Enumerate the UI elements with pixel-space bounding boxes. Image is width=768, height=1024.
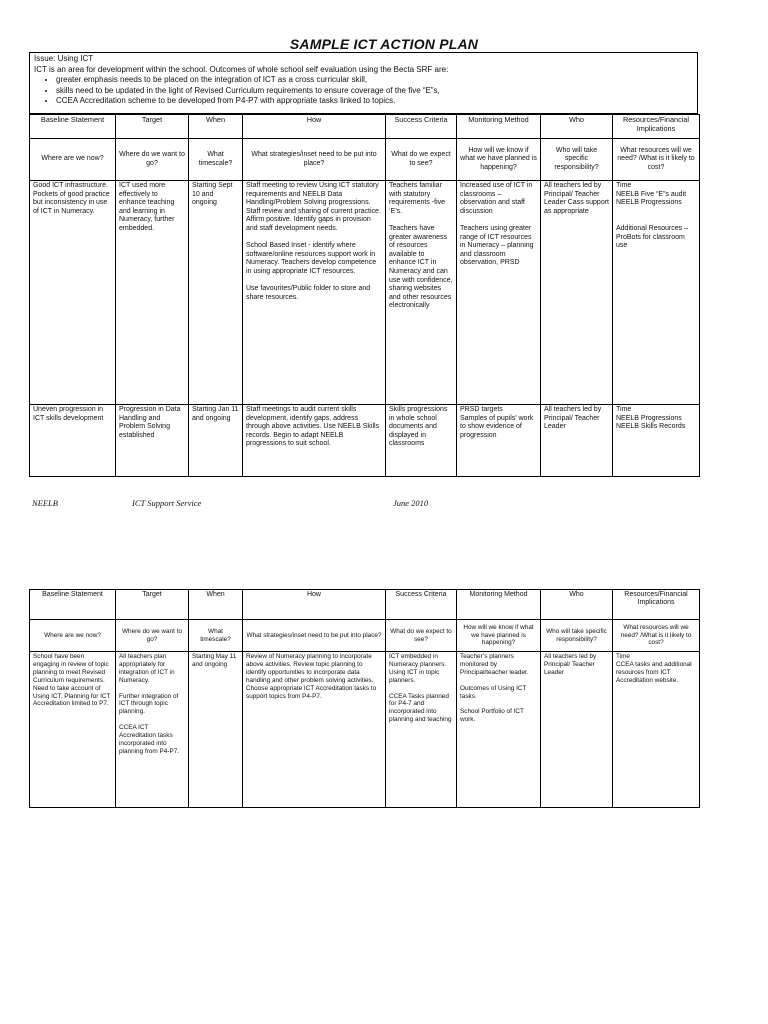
column-question: What do we expect to see? <box>386 620 457 652</box>
success-criteria-cell: Skills progressions in whole school documents and displayed in classrooms <box>386 405 457 477</box>
column-question: What strategies/inset need to be put into place? <box>243 139 386 181</box>
column-header: Who <box>541 590 613 620</box>
issue-box <box>29 52 698 114</box>
resources-cell: Time NEELB Progressions NEELB Skills Records <box>613 405 700 477</box>
issue-bullet: • CCEA Accreditation scheme to be developed from P4-P7 with appropriate tasks linked to topics. <box>56 96 693 107</box>
resources-cell: Time NEELB Five “E”s audit NEELB Progressions Additional Resources – ProBots for classroom use <box>613 181 700 405</box>
footer-date: June 2010 <box>393 498 429 508</box>
document-title: SAMPLE ICT ACTION PLAN <box>289 36 479 52</box>
footer-service: ICT Support Service <box>132 498 202 508</box>
who-cell: All teachers led by Principal/ Teacher Leader <box>541 405 613 477</box>
column-question: What do we expect to see? <box>386 139 457 181</box>
column-header: Monitoring Method <box>457 590 541 620</box>
header-row <box>30 115 700 139</box>
success-criteria-cell: ICT embedded in Numeracy planners. Using ICT in topic planners. CCEA Tasks planned for P4-7 and incorporated into planning and teaching <box>386 652 457 808</box>
issue-heading: Issue: Using ICT <box>34 54 94 63</box>
column-question: What timescale? <box>189 139 243 181</box>
issue-bullet-list <box>34 75 693 107</box>
table-row <box>30 181 700 405</box>
monitoring-cell: PRSD targets Samples of pupils’ work to show evidence of progression <box>457 405 541 477</box>
column-header: Target <box>116 115 189 139</box>
monitoring-cell: Teacher’s planners monitored by Principal/teacher leader. Outcomes of Using ICT tasks. School Portfolio of ICT work. <box>457 652 541 808</box>
monitoring-cell: Increased use of ICT in classrooms – observation and staff discussion Teachers using greater range of ICT resources in Numeracy – planning and classroom observation, PRSD <box>457 181 541 405</box>
target-cell: All teachers plan appropriately for integration of ICT in Numeracy. Further integration of ICT through topic planning. CCEA ICT Accreditation tasks incorporated into planning from P4-P7. <box>116 652 189 808</box>
column-question: What strategies/inset need to be put into place? <box>243 620 386 652</box>
column-question: What resources will we need? /What is it likely to cost? <box>613 620 700 652</box>
resources-cell: Time CCEA tasks and additional resources from ICT Accreditation website. <box>613 652 700 808</box>
column-header: Resources/Financial Implications <box>613 115 700 139</box>
column-header: Monitoring Method <box>457 115 541 139</box>
column-question: How will we know if what we have planned is happening? <box>457 620 541 652</box>
column-question: Where do we want to go? <box>116 139 189 181</box>
subheader-row <box>30 620 700 652</box>
column-header: When <box>189 115 243 139</box>
issue-bullet: • skills need to be updated in the light of Revised Curriculum requirements to ensure coverage of the five “E”s, <box>56 86 693 97</box>
when-cell: Starting May 11 and ongoing <box>189 652 243 808</box>
how-cell: Review of Numeracy planning to incorporate above activities. Review topic planning to identify opportunities to incorporate data handling and other problem solving activities. Choose appropriate ICT Accreditation tasks to support topics from P4-P7. <box>243 652 386 808</box>
baseline-cell: Good ICT infrastructure. Pockets of good practice but inconsistency in use of ICT in Numeracy. <box>30 181 116 405</box>
column-header: Success Criteria <box>386 590 457 620</box>
baseline-cell: Uneven progression in ICT skills development <box>30 405 116 477</box>
who-cell: All teachers led by Principal/ Teacher Leader Cass support as appropriate <box>541 181 613 405</box>
how-cell: Staff meetings to audit current skills development, identify gaps, address through above activities. Use NEELB Skills records. Begin to adapt NEELB progressions to suit school. <box>243 405 386 477</box>
column-question: How will we know if what we have planned is happening? <box>457 139 541 181</box>
column-header: Baseline Statement <box>30 115 116 139</box>
column-question: What resources will we need? /What is it likely to cost? <box>613 139 700 181</box>
column-header: How <box>243 115 386 139</box>
target-cell: ICT used more effectively to enhance teaching and learning in Numeracy, further embedded. <box>116 181 189 405</box>
success-criteria-cell: Teachers familiar with statutory requirements -five ‘E’s. Teachers have greater awareness of resources available to enhance ICT in Numeracy and can use with confidence, sharing websites and other resources electronically <box>386 181 457 405</box>
action-plan-table-2 <box>29 589 700 808</box>
when-cell: Starting Sept 10 and ongoing <box>189 181 243 405</box>
table-row <box>30 652 700 808</box>
column-question: Where are we now? <box>30 139 116 181</box>
footer-org: NEELB <box>32 498 58 508</box>
when-cell: Starting Jan 11 and ongoing <box>189 405 243 477</box>
action-plan-table-1 <box>29 114 700 477</box>
column-question: Who will take specific responsibility? <box>541 620 613 652</box>
subheader-row <box>30 139 700 181</box>
issue-bullet: • greater emphasis needs to be placed on the integration of ICT as a cross curricular skill, <box>56 75 693 86</box>
column-header: When <box>189 590 243 620</box>
column-question: What timescale? <box>189 620 243 652</box>
how-cell: Staff meeting to review Using ICT statutory requirements and NEELB Data Handling/Problem Solving progressions. Staff review and sharing of current practice. Affirm positive. Identify gaps in provision and staff development needs. School Based Inset - identify where software/online resources support work in Numeracy. Teachers develop competence in using appropriate ICT resources. Use favourites/Public folder to store and share resources. <box>243 181 386 405</box>
column-header: Resources/Financial Implications <box>613 590 700 620</box>
header-row <box>30 590 700 620</box>
column-header: Target <box>116 590 189 620</box>
column-question: Who will take specific responsibility? <box>541 139 613 181</box>
issue-description: ICT is an area for development within the school. Outcomes of whole school self evaluation using the Becta SRF are: <box>34 64 449 74</box>
column-header: Who <box>541 115 613 139</box>
column-header: Baseline Statement <box>30 590 116 620</box>
column-question: Where are we now? <box>30 620 116 652</box>
target-cell: Progression in Data Handling and Problem Solving established <box>116 405 189 477</box>
who-cell: All teachers led by Principal/ Teacher Leader <box>541 652 613 808</box>
column-question: Where do we want to go? <box>116 620 189 652</box>
table-row <box>30 405 700 477</box>
baseline-cell: School have been engaging in review of topic planning to meet Revised Curriculum requirements. Need to take account of Using ICT. Planning for ICT Accreditation limited to P7. <box>30 652 116 808</box>
column-header: How <box>243 590 386 620</box>
column-header: Success Criteria <box>386 115 457 139</box>
